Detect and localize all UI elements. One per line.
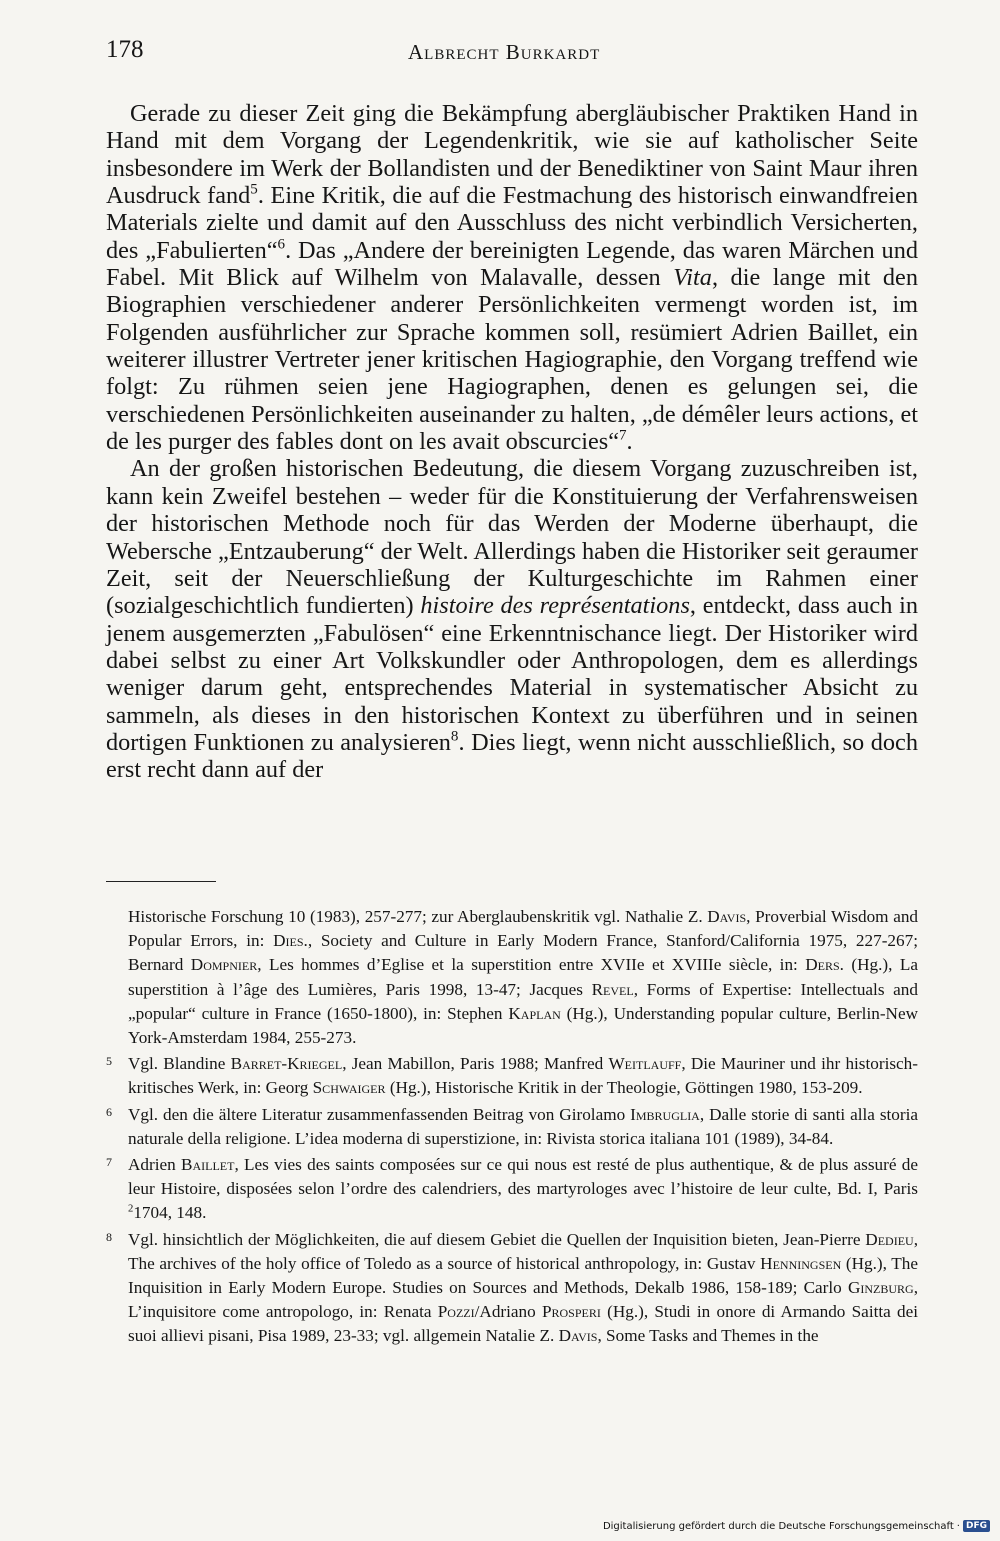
footnote-number: 5 — [106, 1054, 112, 1069]
footnote-6: 6 Vgl. den die ältere Literatur zusammenfassenden Beitrag von Girolamo Imbruglia, Dalle storie di santi alla storia naturale della religione. L’idea moderna di superstizione, in: Rivista storica italiana 101 (1989), 34-84. — [106, 1103, 918, 1151]
footnote-ref[interactable]: 8 — [450, 728, 459, 745]
footnote-7: 7 Adrien Baillet, Les vies des saints composées sur ce qui nous est resté de plus authentique, & de plus assuré de leur Histoire, disposées selon l’ordre des calendriers, des martyrologes avec l’histoire de leur culte, Bd. I, Paris $^2$1704, 148. — [106, 1153, 918, 1226]
footnote-8: 8 Vgl. hinsichtlich der Möglichkeiten, die auf diesem Gebiet die Quellen der Inquisition bieten, Jean-Pierre Dedieu, The archives of the holy office of Toledo as a source of historical anthropology, in: Gustav Henningsen (Hg.), The Inquisition in Early Modern Europe. Studies on Sources and Methods, Dekalb 1986, 158-189; Carlo Ginzburg, L’inquisitore come antropologo, in: Renata Pozzi/Adriano Prosperi (Hg.), Studi in onore di Armando Saitta dei suoi allievi pisani, Pisa 1989, 23-33; vgl. allgemein Natalie Z. Davis, Some Tasks and Themes in the — [106, 1228, 918, 1349]
main-text — [106, 100, 918, 784]
footnote-continuation: Historische Forschung 10 (1983), 257-277; zur Aberglaubenskritik vgl. Nathalie Z. Davis, Proverbial Wisdom and Popular Errors, in: Dies., Society and Culture in Early Modern France, Stanford/California 1975, 227-267; Bernard Dompnier, Les hommes d’Eglise et la superstition entre XVIIe et XVIIIe siècle, in: Ders. (Hg.), La superstition à l’âge des Lumières, Paris 1998, 13-47; Jacques Revel, Forms of Expertise: Intellectuals and „popular“ culture in France (1650-1800), in: Stephen Kaplan (Hg.), Understanding popular culture, Berlin-New York-Amsterdam 1984, 255-273. — [128, 907, 919, 1048]
footnote-rule — [106, 881, 216, 882]
footnote-ref[interactable]: 6 — [277, 236, 286, 253]
footnote-5: 5 Vgl. Blandine Barret-Kriegel, Jean Mabillon, Paris 1988; Manfred Weitlauff, Die Mauriner und ihr historisch-kritisches Werk, in: Georg Schwaiger (Hg.), Historische Kritik in der Theologie, Göttingen 1980, 153-209. — [106, 1052, 918, 1100]
footnote-ref[interactable]: 7 — [619, 427, 627, 444]
digitization-text: Digitalisierung gefördert durch die Deutsche Forschungsgemeinschaft — [602, 1520, 954, 1532]
dfg-logo-icon: DFG — [963, 1520, 990, 1532]
footnote-number: 7 — [106, 1155, 112, 1170]
paragraph: Gerade zu dieser Zeit ging die Bekämpfung abergläubischer Praktiken Hand in Hand mit dem Vorgang der Legendenkritik, wie sie auf katholischer Seite insbesondere im Werk der Bollandisten und der Benediktiner von Saint Maur ihren Ausdruck fand$^5$. Eine Kritik, die auf die Festmachung des historisch einwandfreien Materials zielte und damit auf den Ausschluss des nicht verbindlich Versicherten, des „Fabulierten“$^6$. Das „Andere der bereinigten Legende, das waren Märchen und Fabel. Mit Blick auf Wilhelm von Malavalle, dessen Vita, die lange mit den Biographien verschiedener anderer Persönlichkeiten vermengt worden ist, im Folgenden ausführlicher zur Sprache kommen soll, resümiert Adrien Baillet, ein weiterer illustrer Vertreter jener kritischen Hagiographie, den Vorgang treffend wie folgt: Zu rühmen seien jene Hagiographen, denen es gelungen sei, die verschiedenen Persönlichkeiten auseinander zu halten, „de démêler leurs actions, et de les purger des fables dont on les avait obscurcies“$^7$. — [106, 100, 918, 456]
footnote-number: 6 — [106, 1104, 112, 1119]
running-head: Albrecht Burkardt — [408, 40, 601, 64]
digitization-credit: Digitalisierung gefördert durch die Deutsche Forschungsgemeinschaft · DFG — [603, 1520, 990, 1532]
footnote-number: 8 — [106, 1229, 112, 1244]
paragraph: An der großen historischen Bedeutung, die diesem Vorgang zuzuschreiben ist, kann kein Zweifel bestehen – weder für die Konstituierung der Verfahrensweisen der historischen Methode noch für das Werden der Moderne überhaupt, die Webersche „Entzauberung“ der Welt. Allerdings haben die Historiker seit geraumer Zeit, seit der Neuerschließung der Kulturgeschichte im Rahmen einer (sozialgeschichtlich fundierten) histoire des représentations, entdeckt, dass auch in jenem ausgemerzten „Fabulösen“ eine Erkenntnischance liegt. Der Historiker wird dabei selbst zu einer Art Volkskundler oder Anthropologen, dem es allerdings weniger darum geht, entsprechendes Material in systematischer Absicht zu sammeln, als dieses in den historischen Kontext zu überführen und in seinen dortigen Funktionen zu analysieren$^8$. Dies liegt, wenn nicht ausschließlich, so doch erst recht dann auf der — [106, 455, 918, 784]
footnote-ref[interactable]: 5 — [250, 181, 258, 198]
footnotes — [106, 905, 918, 1351]
page-number: 178 — [106, 36, 144, 63]
